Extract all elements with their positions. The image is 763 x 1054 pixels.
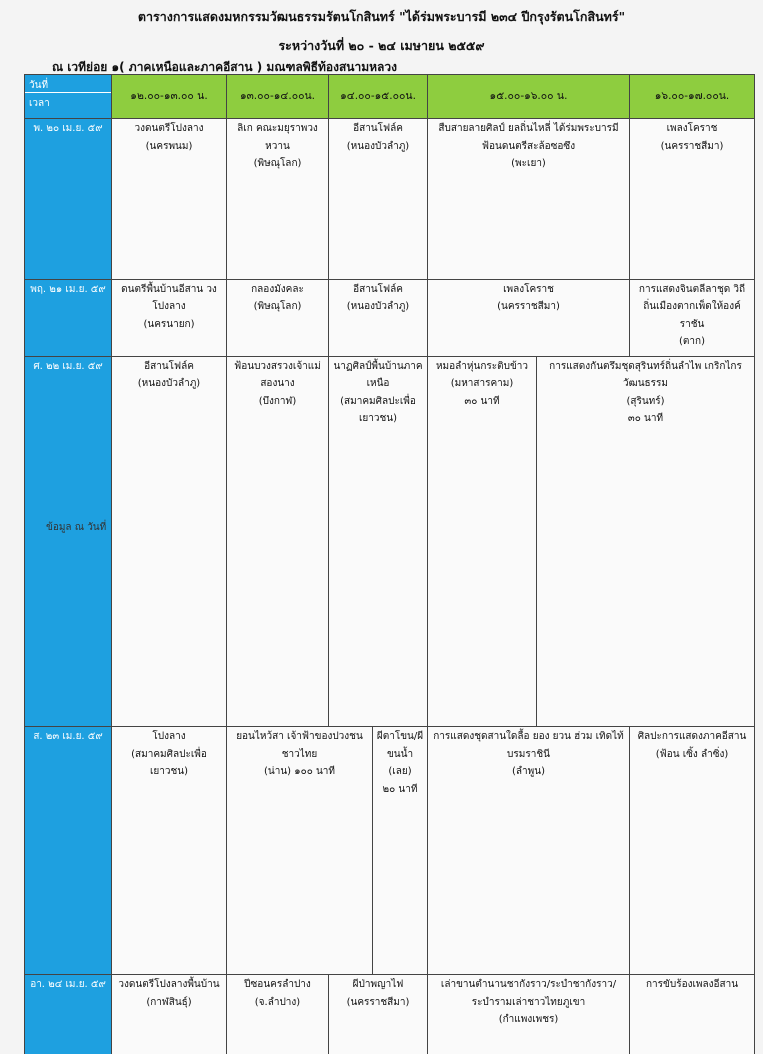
table-row [25,975,755,1054]
performance-cell: ฟ้อนบวงสรวงเจ้าแม่สองนาง (บึงกาฬ) [227,356,329,727]
performance-cell: เพลงโคราช (นครราชสีมา) [428,279,630,356]
slot-header-1: ๑๒.๐๐-๑๓.๐๐ น. [112,75,227,119]
corner-cell [25,75,112,119]
slot-header-3: ๑๔.๐๐-๑๕.๐๐น. [329,75,428,119]
performance-cell: สืบสายลายศิลป์ ยลถิ่นไหลี่ ได้ร่มพระบารมี ฟ้อนดนตรีสะล้อซอซึง (พะเยา) [428,119,630,280]
day-cell: ส. ๒๓ เม.ย. ๕๙ [25,727,112,975]
table-row [25,279,755,356]
performance-cell: อีสานโฟล์ค (หนองบัวลำภู) [112,356,227,727]
performance-cell: ยอนไหว้สา เจ้าฟ้าของปวงชนชาวไทย (น่าน) ๑๐๐ นาที [227,727,373,975]
performance-cell: วงดนตรีโปงลาง (นครพนม) [112,119,227,280]
performance-cell: ปีซอนครลำปาง (จ.ลำปาง) [227,975,329,1054]
performance-cell: ดนตรีพื้นบ้านอีสาน วงโปงลาง (นครนายก) [112,279,227,356]
performance-cell: หมอลำหุ่นกระติบข้าว (มหาสารคาม) ๓๐ นาที [428,356,537,727]
performance-cell: การแสดงจินตลีลาชุด วิถีถิ่นเมืองตากเพ็ดให้องค์ราชัน (ตาก) [630,279,755,356]
performance-cell: อีสานโฟล์ค (หนองบัวลำภู) [329,279,428,356]
performance-cell: การแสดงกันตรึมชุดสุรินทร์ถิ่นลำไพ เกริกไกรวัฒนธรรม (สุรินทร์) ๓๐ นาที [537,356,755,727]
performance-cell: เพลงโคราช (นครราชสีมา) [630,119,755,280]
day-cell: ศ. ๒๒ เม.ย. ๕๙ [25,356,112,727]
day-cell: อา. ๒๔ เม.ย. ๕๙ [25,975,112,1054]
performance-cell: กลองมังคละ (พิษณุโลก) [227,279,329,356]
table-row [25,119,755,280]
footer-note: ข้อมูล ณ วันที่ [46,520,106,535]
corner-day-label: วันที่ [29,77,48,95]
day-cell: พ. ๒๐ เม.ย. ๕๙ [25,119,112,280]
performance-cell: การขับร้องเพลงอีสาน [630,975,755,1054]
performance-cell: โปงลาง (สมาคมศิลปะเพื่อเยาวชน) [112,727,227,975]
header-row [25,75,755,119]
slot-header-5: ๑๖.๐๐-๑๗.๐๐น. [630,75,755,119]
performance-cell: นาฏศิลป์พื้นบ้านภาคเหนือ (สมาคมศิลปะเพื่อเยาวชน) [329,356,428,727]
performance-cell: ผีป่าพญาไฟ (นครราชสีมา) [329,975,428,1054]
day-cell: พฤ. ๒๑ เม.ย. ๕๙ [25,279,112,356]
slot-header-2: ๑๓.๐๐-๑๔.๐๐น. [227,75,329,119]
corner-time-label: เวลา [29,95,50,113]
performance-cell: วงดนตรีโปงลางพื้นบ้าน (กาฬสินธุ์) [112,975,227,1054]
schedule-table [24,74,755,1054]
performance-cell: ผีตาโขน/ผีขนน้ำ (เลย) ๒๐ นาที [373,727,428,975]
venue-line: ณ เวทีย่อย ๑( ภาคเหนือและภาคอีสาน ) มณฑลพิธีท้องสนามหลวง [52,58,397,77]
performance-cell: อีสานโฟล์ค (หนองบัวลำภู) [329,119,428,280]
slot-header-4: ๑๕.๐๐-๑๖.๐๐ น. [428,75,630,119]
table-row [25,727,755,975]
performance-cell: ศิลปะการแสดงภาคอีสาน (ฟ้อน เซิ้ง ลำซิ่ง) [630,727,755,975]
performance-cell: เล่าขานตำนานชากังราว/ระบำชากังราว/ระบำรามเล่าชาวไทยภูเขา (กำแพงเพชร) [428,975,630,1054]
table-row [25,356,755,727]
performance-cell: ลิเก คณะมยุราพวงหวาน (พิษณุโลก) [227,119,329,280]
performance-cell: การแสดงชุดสานใดลื้อ ยอง ยวน ฮ่วม เทิดไท้บรมราชินี (ลำพูน) [428,727,630,975]
schedule-title: ตารางการแสดงมหกรรมวัฒนธรรมรัตนโกสินทร์ "ได้ร่มพระบารมี ๒๓๔ ปีกรุงรัตนโกสินทร์" [0,7,763,27]
corner-divider [25,92,111,93]
date-range: ระหว่างวันที่ ๒๐ - ๒๔ เมษายน ๒๕๕๙ [0,36,763,56]
